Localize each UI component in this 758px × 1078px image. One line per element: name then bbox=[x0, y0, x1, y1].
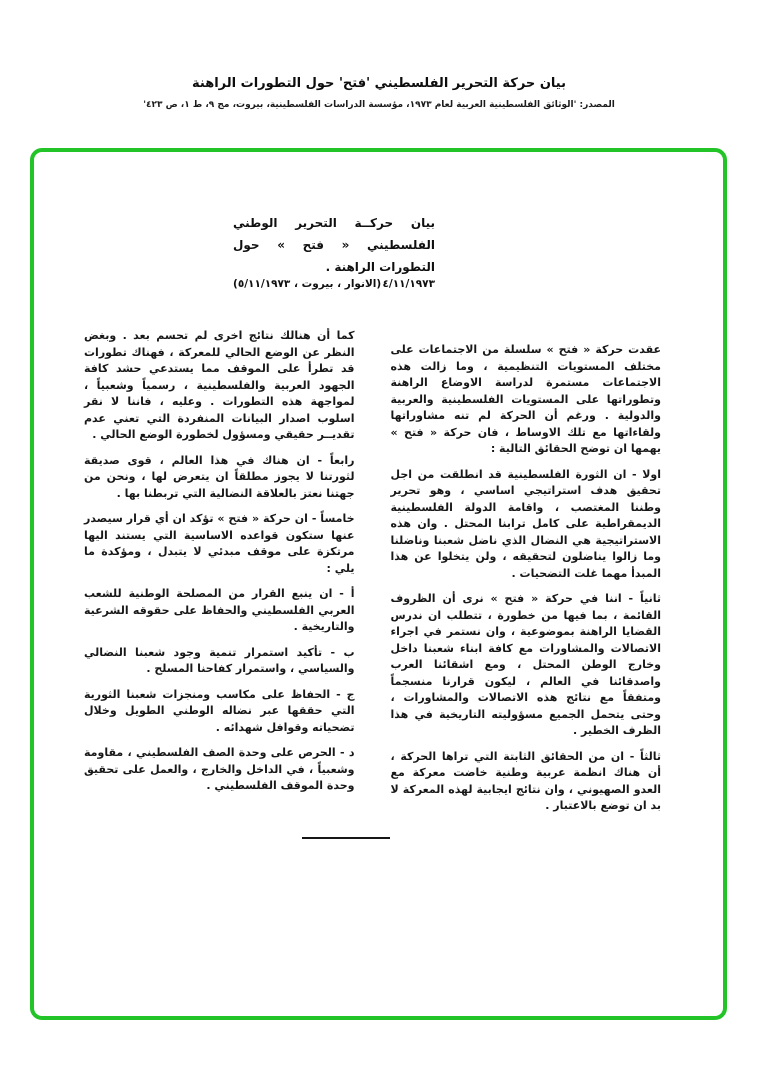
paragraph-continuation: كما أن هنالك نتائج اخرى لم تحسم بعد . وبغض النظر عن الوضع الحالي للمعركة ، فهناك تطورات قد تطرأ على الموقف مما يستدعي حشد كافة الجهود العربية والفلسطينية ، رسمياً وشعبياً ، لمواجهة هذه التطورات . وعليه ، فاننا لا نقر اسلوب اصدار البيانات المنفردة التي تعني عدم تقديــر حقيقي ومسؤول لخطورة الوضع الحالي . bbox=[84, 329, 355, 441]
date-line bbox=[233, 278, 435, 290]
source-line: المصدر: 'الوثائق الفلسطينية العربية لعام ١٩٧٣، مؤسسة الدراسات الفلسطينية، بيروت، مج ٩، ط ١، ص ٤٢٣' bbox=[143, 100, 615, 110]
document-header bbox=[0, 76, 758, 110]
paragraph-fifth: خامساً - ان حركة « فتح » تؤكد ان أي قرار سيصدر عنها ستكون قواعده الاساسية التي يستند اليها مرتكزة على موقف مبدئي لا يتبدل ، ومؤكدة ما يلي : bbox=[84, 512, 355, 575]
paragraph-item-a: أ - ان ينبع القرار من المصلحة الوطنية للشعب العربي الفلسطيني والحفاظ على حقوقه الشرعية والتاريخية . bbox=[84, 587, 355, 633]
column-left bbox=[84, 328, 355, 824]
scanned-document-frame bbox=[30, 148, 727, 1020]
divider-line bbox=[302, 837, 390, 839]
paragraph-second: ثانياً - اننا في حركة « فتح » نرى أن الظروف القائمة ، بما فيها من خطورة ، تتطلب ان ندرس القضايا الراهنة بموضوعية ، وان نستمر في اجراء الاتصالات والمشاورات مع كافة ابناء شعبنا داخل وخارج الوطن المحتل ، ومع اشقائنا العرب واصدقائنا في العالم ، ليكون قرارنا منسجماً ومتفقاً مع نتائج هذه الاتصالات والمشاورات ، وحتى يتحمل الجميع مسؤوليته التاريخية في هذا الظرف الخطير . bbox=[390, 592, 661, 737]
paragraph-item-d: د - الحرص على وحدة الصف الفلسطيني ، مقاومة وشعبياً ، في الداخل والخارج ، والعمل على تحقيق وحدة الموقف الفلسطيني . bbox=[84, 746, 355, 792]
column-right bbox=[391, 342, 662, 824]
paragraph-third: ثالثاً - ان من الحقائق الثابتة التي تراها الحركة ، أن هناك انظمة عربية وطنية خاضت معركة مع العدو الصهيوني ، وان نتائج ايجابية لهذه المعركة لا بد ان توضع بالاعتبار . bbox=[390, 749, 661, 812]
paragraph-first: اولا - ان الثورة الفلسطينية قد انطلقت من اجل تحقيق هدف استراتيجي اساسي ، وهو تحرير وطننا المغتصب ، واقامة الدولة الفلسطينية الديمقراطية على كامل ترابنا المحتل . وان هذه الاستراتيجية هي النضال الذي ناضل شعبنا وناضلنا وما زالوا يناضلون لتحقيقه ، ولن يتخلوا عن هذا المبدأ مهما غلت التضحيات . bbox=[390, 467, 661, 580]
paragraph-item-c: ج - الحفاظ على مكاسب ومنجزات شعبنا الثورية التي حققها عبر نضاله الوطني الطويل وخلال تضحياته وقوافل شهدائه . bbox=[84, 687, 355, 734]
statement-date: ٤/١١/١٩٧٣ bbox=[382, 278, 435, 290]
paragraph-intro: عقدت حركة « فتح » سلسلة من الاجتماعات على مختلف المستويات التنظيمية ، وما زالت هذه الاجتماعات مستمرة لدراسة الاوضاع الراهنة وتطوراتها على المستويات الفلسطينية والعربية والدولية . ورغم أن الحركة لم تنه مشاوراتها ولقاءاتها مع تلك الاوساط ، فان حركة « فتح » يهمها ان توضح الحقائق التالية : bbox=[390, 343, 661, 455]
scanned-document bbox=[34, 152, 723, 1016]
publication-citation: (الانوار ، بيروت ، ٥/١١/١٩٧٣) bbox=[233, 278, 382, 290]
statement-heading: بيان حركــة التحرير الوطني الفلسطيني « فتح » حول التطورات الراهنة . bbox=[233, 216, 435, 275]
paragraph-item-b: ب - تأكيد استمرار تنمية وجود شعبنا النضالي والسياسي ، واستمرار كفاحنا المسلح . bbox=[84, 645, 355, 675]
text-columns bbox=[84, 329, 661, 824]
page-title: بيان حركة التحرير الفلسطيني 'فتح' حول التطورات الراهنة bbox=[192, 76, 566, 91]
paragraph-fourth: رابعاً - ان هناك في هذا العالم ، قوى صديقة لثورتنا لا يجوز مطلقاً ان يتعرض لها ، ونحن من جهتنا نعتز بالعلاقة النضالية التي تربطنا بها . bbox=[84, 453, 355, 500]
